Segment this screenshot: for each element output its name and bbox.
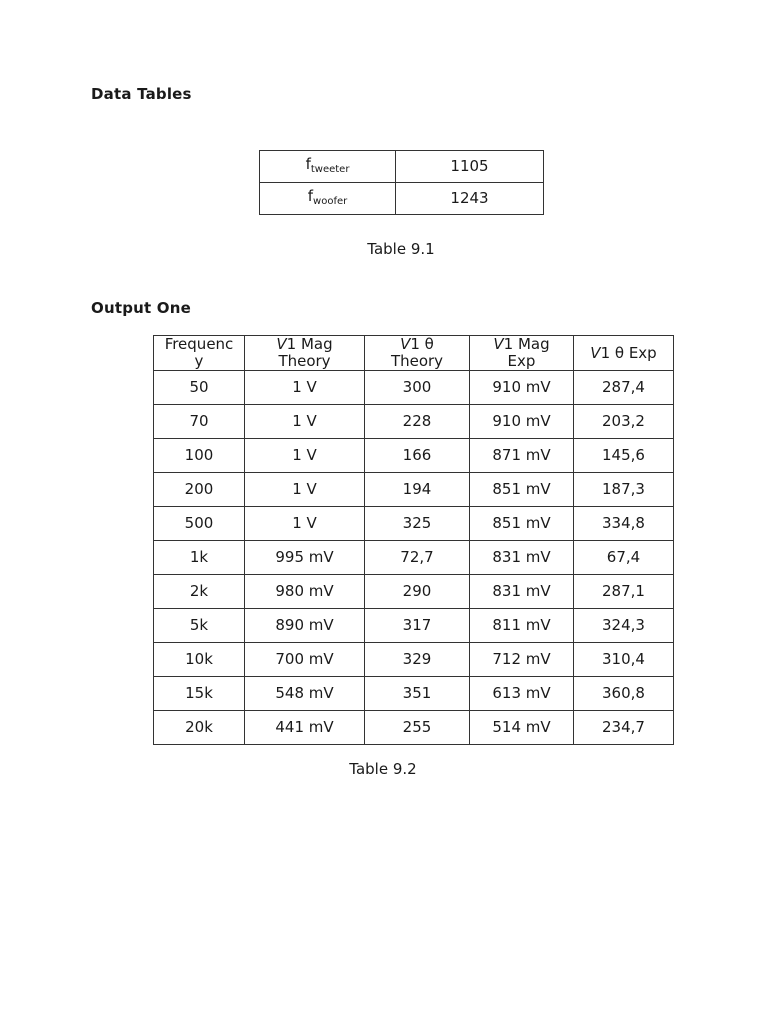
table-cell: 500	[154, 507, 245, 541]
header-cell: V1 θ Exp	[574, 336, 674, 371]
table-cell: 995 mV	[245, 541, 365, 575]
table-cell: 317	[365, 609, 470, 643]
table-cell: 70	[154, 405, 245, 439]
table-cell: 851 mV	[470, 507, 574, 541]
table-cell: 200	[154, 473, 245, 507]
table-cell: 1 V	[245, 371, 365, 405]
header-cell: Frequenc y	[154, 336, 245, 371]
table-cell: 548 mV	[245, 677, 365, 711]
table-row	[154, 439, 674, 473]
table-cell: 712 mV	[470, 643, 574, 677]
table-cell: 194	[365, 473, 470, 507]
table-cell: 234,7	[574, 711, 674, 745]
table-row	[154, 643, 674, 677]
section-heading-output-one: Output One	[91, 299, 192, 317]
table-cell: 910 mV	[470, 371, 574, 405]
table-row	[154, 609, 674, 643]
table-row	[260, 151, 544, 183]
header-cell: V1 θ Theory	[365, 336, 470, 371]
table-cell: 310,4	[574, 643, 674, 677]
table-row	[154, 575, 674, 609]
table-cell: 851 mV	[470, 473, 574, 507]
table-row	[154, 405, 674, 439]
table-cell: 325	[365, 507, 470, 541]
table-cell: 890 mV	[245, 609, 365, 643]
section-heading-data-tables: Data Tables	[91, 85, 192, 103]
table-cell: 329	[365, 643, 470, 677]
table-cell: 187,3	[574, 473, 674, 507]
table-caption: Table 9.1	[367, 240, 435, 258]
header-cell: V1 Mag Exp	[470, 336, 574, 371]
table-cell: 811 mV	[470, 609, 574, 643]
table-row	[154, 677, 674, 711]
table-cell: 871 mV	[470, 439, 574, 473]
table-cell: 100	[154, 439, 245, 473]
table-cell: 15k	[154, 677, 245, 711]
table-cell: 1k	[154, 541, 245, 575]
table-cell: 1 V	[245, 439, 365, 473]
table-cell: 10k	[154, 643, 245, 677]
table-cell: 145,6	[574, 439, 674, 473]
table-cell: 287,1	[574, 575, 674, 609]
table-cell: 203,2	[574, 405, 674, 439]
table-cell: 351	[365, 677, 470, 711]
table-cell: 5k	[154, 609, 245, 643]
table-body	[154, 371, 674, 745]
table-row	[154, 541, 674, 575]
table-row	[260, 183, 544, 215]
table-cell: 166	[365, 439, 470, 473]
row-value: 1243	[396, 183, 544, 215]
row-label: $f_{woofer}$	[260, 183, 396, 215]
table-cell: 613 mV	[470, 677, 574, 711]
table-cell: 980 mV	[245, 575, 365, 609]
table-row	[154, 473, 674, 507]
output-table	[153, 335, 674, 745]
table-cell: 700 mV	[245, 643, 365, 677]
table-cell: 67,4	[574, 541, 674, 575]
table-cell: 2k	[154, 575, 245, 609]
table-cell: 831 mV	[470, 541, 574, 575]
table-cell: 290	[365, 575, 470, 609]
table-cell: 50	[154, 371, 245, 405]
table-cell: 72,7	[365, 541, 470, 575]
table-caption: Table 9.2	[349, 760, 417, 778]
table-row	[154, 371, 674, 405]
table-cell: 910 mV	[470, 405, 574, 439]
row-value: 1105	[396, 151, 544, 183]
table-cell: 287,4	[574, 371, 674, 405]
table-cell: 255	[365, 711, 470, 745]
table-cell: 324,3	[574, 609, 674, 643]
table-cell: 831 mV	[470, 575, 574, 609]
table-cell: 441 mV	[245, 711, 365, 745]
table-cell: 360,8	[574, 677, 674, 711]
table-row	[154, 507, 674, 541]
table-row	[154, 711, 674, 745]
table-cell: 1 V	[245, 507, 365, 541]
row-label: $f_{tweeter}$	[260, 151, 396, 183]
table-cell: 300	[365, 371, 470, 405]
table-cell: 20k	[154, 711, 245, 745]
table-cell: 228	[365, 405, 470, 439]
header-cell: V1 Mag Theory	[245, 336, 365, 371]
table-cell: 514 mV	[470, 711, 574, 745]
table-cell: 334,8	[574, 507, 674, 541]
table-cell: 1 V	[245, 473, 365, 507]
table-header-row	[154, 336, 674, 371]
frequency-table	[259, 150, 544, 215]
table-cell: 1 V	[245, 405, 365, 439]
